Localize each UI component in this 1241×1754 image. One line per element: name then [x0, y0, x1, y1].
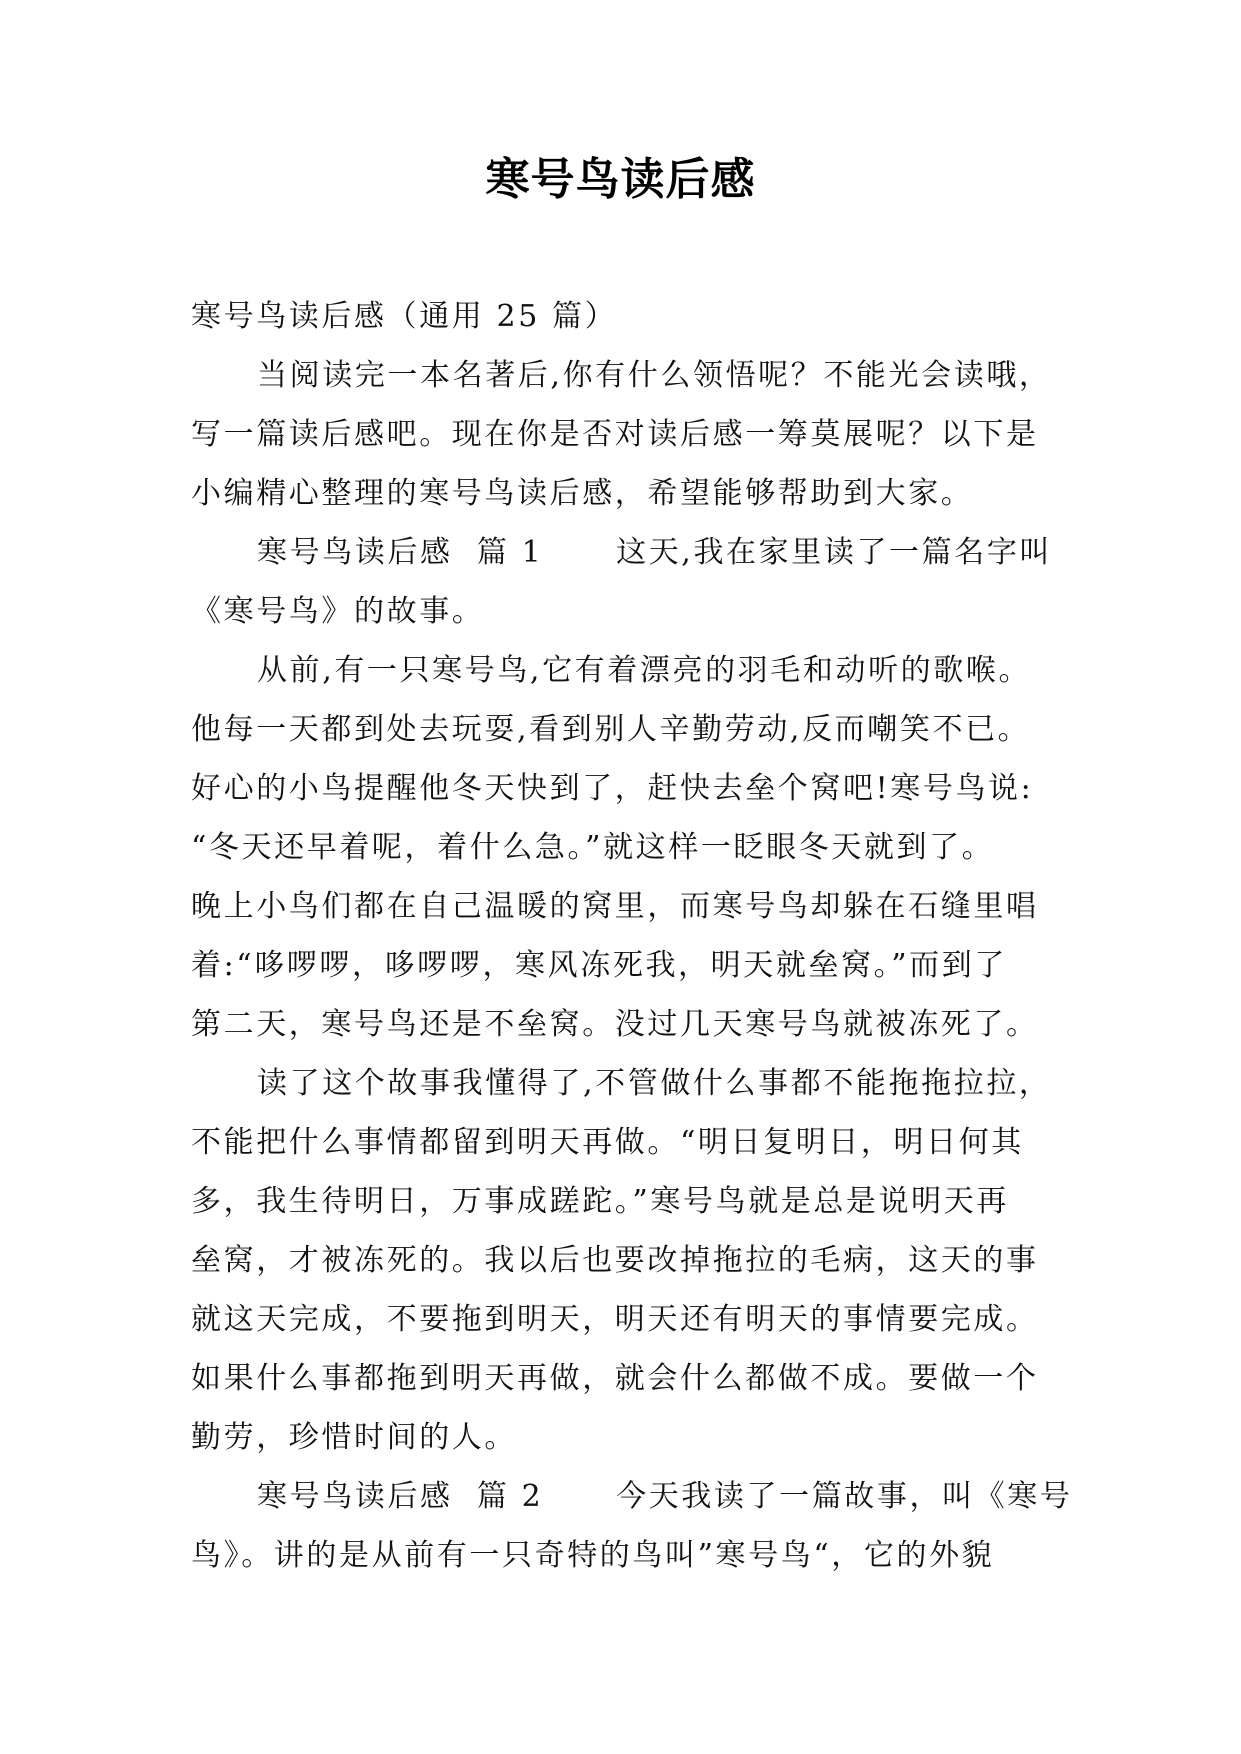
lesson-line: 垒窝，才被冻死的。我以后也要改掉拖拉的毛病，这天的事: [191, 1243, 1039, 1278]
piece1-heading-line: 《寒号鸟》的故事。: [191, 594, 485, 629]
lesson-line: 勤劳，珍惜时间的人。: [191, 1420, 517, 1455]
lesson-line: 就这天完成，不要拖到明天，明天还有明天的事情要完成。: [191, 1302, 1039, 1337]
intro-line: 当阅读完一本名著后,你有什么领悟呢？不能光会读哦，: [257, 358, 1052, 393]
intro-paragraph: [191, 346, 1051, 523]
story-line: “冬天还早着呢，着什么急。”就这样一眨眼冬天就到了。: [191, 830, 995, 865]
lesson-line: 多，我生待明日，万事成蹉跎。”寒号鸟就是总是说明天再: [191, 1184, 1009, 1219]
piece2-heading-paragraph: [191, 1467, 1073, 1585]
document-title: 寒号鸟读后感: [485, 154, 756, 205]
piece2-heading-line: 鸟》。讲的是从前有一只奇特的鸟叫”寒号鸟“，它的外貌: [191, 1538, 995, 1573]
document-subtitle: 寒号鸟读后感（通用 25 篇）: [191, 299, 618, 334]
story-line: 着:“哆啰啰，哆啰啰，寒风冻死我，明天就垒窝。”而到了: [191, 948, 1007, 983]
lesson-line: 如果什么事都拖到明天再做，就会什么都做不成。要做一个: [191, 1361, 1039, 1396]
document-body: [191, 287, 1073, 1585]
story-line: 从前,有一只寒号鸟,它有着漂亮的羽毛和动听的歌喉。: [257, 653, 1032, 688]
piece1-heading-line: 寒号鸟读后感 篇 1 这天,我在家里读了一篇名字叫: [257, 535, 1053, 570]
piece1-lesson-paragraph: [191, 1054, 1051, 1467]
lesson-line: 读了这个故事我懂得了,不管做什么事都不能拖拖拉拉，: [257, 1066, 1052, 1101]
story-line: 他每一天都到处去玩耍,看到别人辛勤劳动,反而嘲笑不已。: [191, 712, 1031, 747]
story-line: 晚上小鸟们都在自己温暖的窝里，而寒号鸟却躲在石缝里唱: [191, 889, 1039, 924]
piece1-heading-paragraph: [191, 523, 1051, 641]
intro-line: 写一篇读后感吧。现在你是否对读后感一筹莫展呢？以下是: [191, 417, 1039, 452]
lesson-line: 不能把什么事情都留到明天再做。“明日复明日，明日何其: [191, 1125, 1024, 1160]
piece2-heading-line: 寒号鸟读后感 篇 2 今天我读了一篇故事，叫《寒号: [257, 1479, 1073, 1514]
piece1-story-paragraph: [191, 641, 1051, 1054]
intro-line: 小编精心整理的寒号鸟读后感，希望能够帮助到大家。: [191, 476, 974, 511]
story-line: 好心的小鸟提醒他冬天快到了，赶快去垒个窝吧!寒号鸟说:: [191, 771, 1034, 806]
story-line: 第二天，寒号鸟还是不垒窝。没过几天寒号鸟就被冻死了。: [191, 1007, 1039, 1042]
